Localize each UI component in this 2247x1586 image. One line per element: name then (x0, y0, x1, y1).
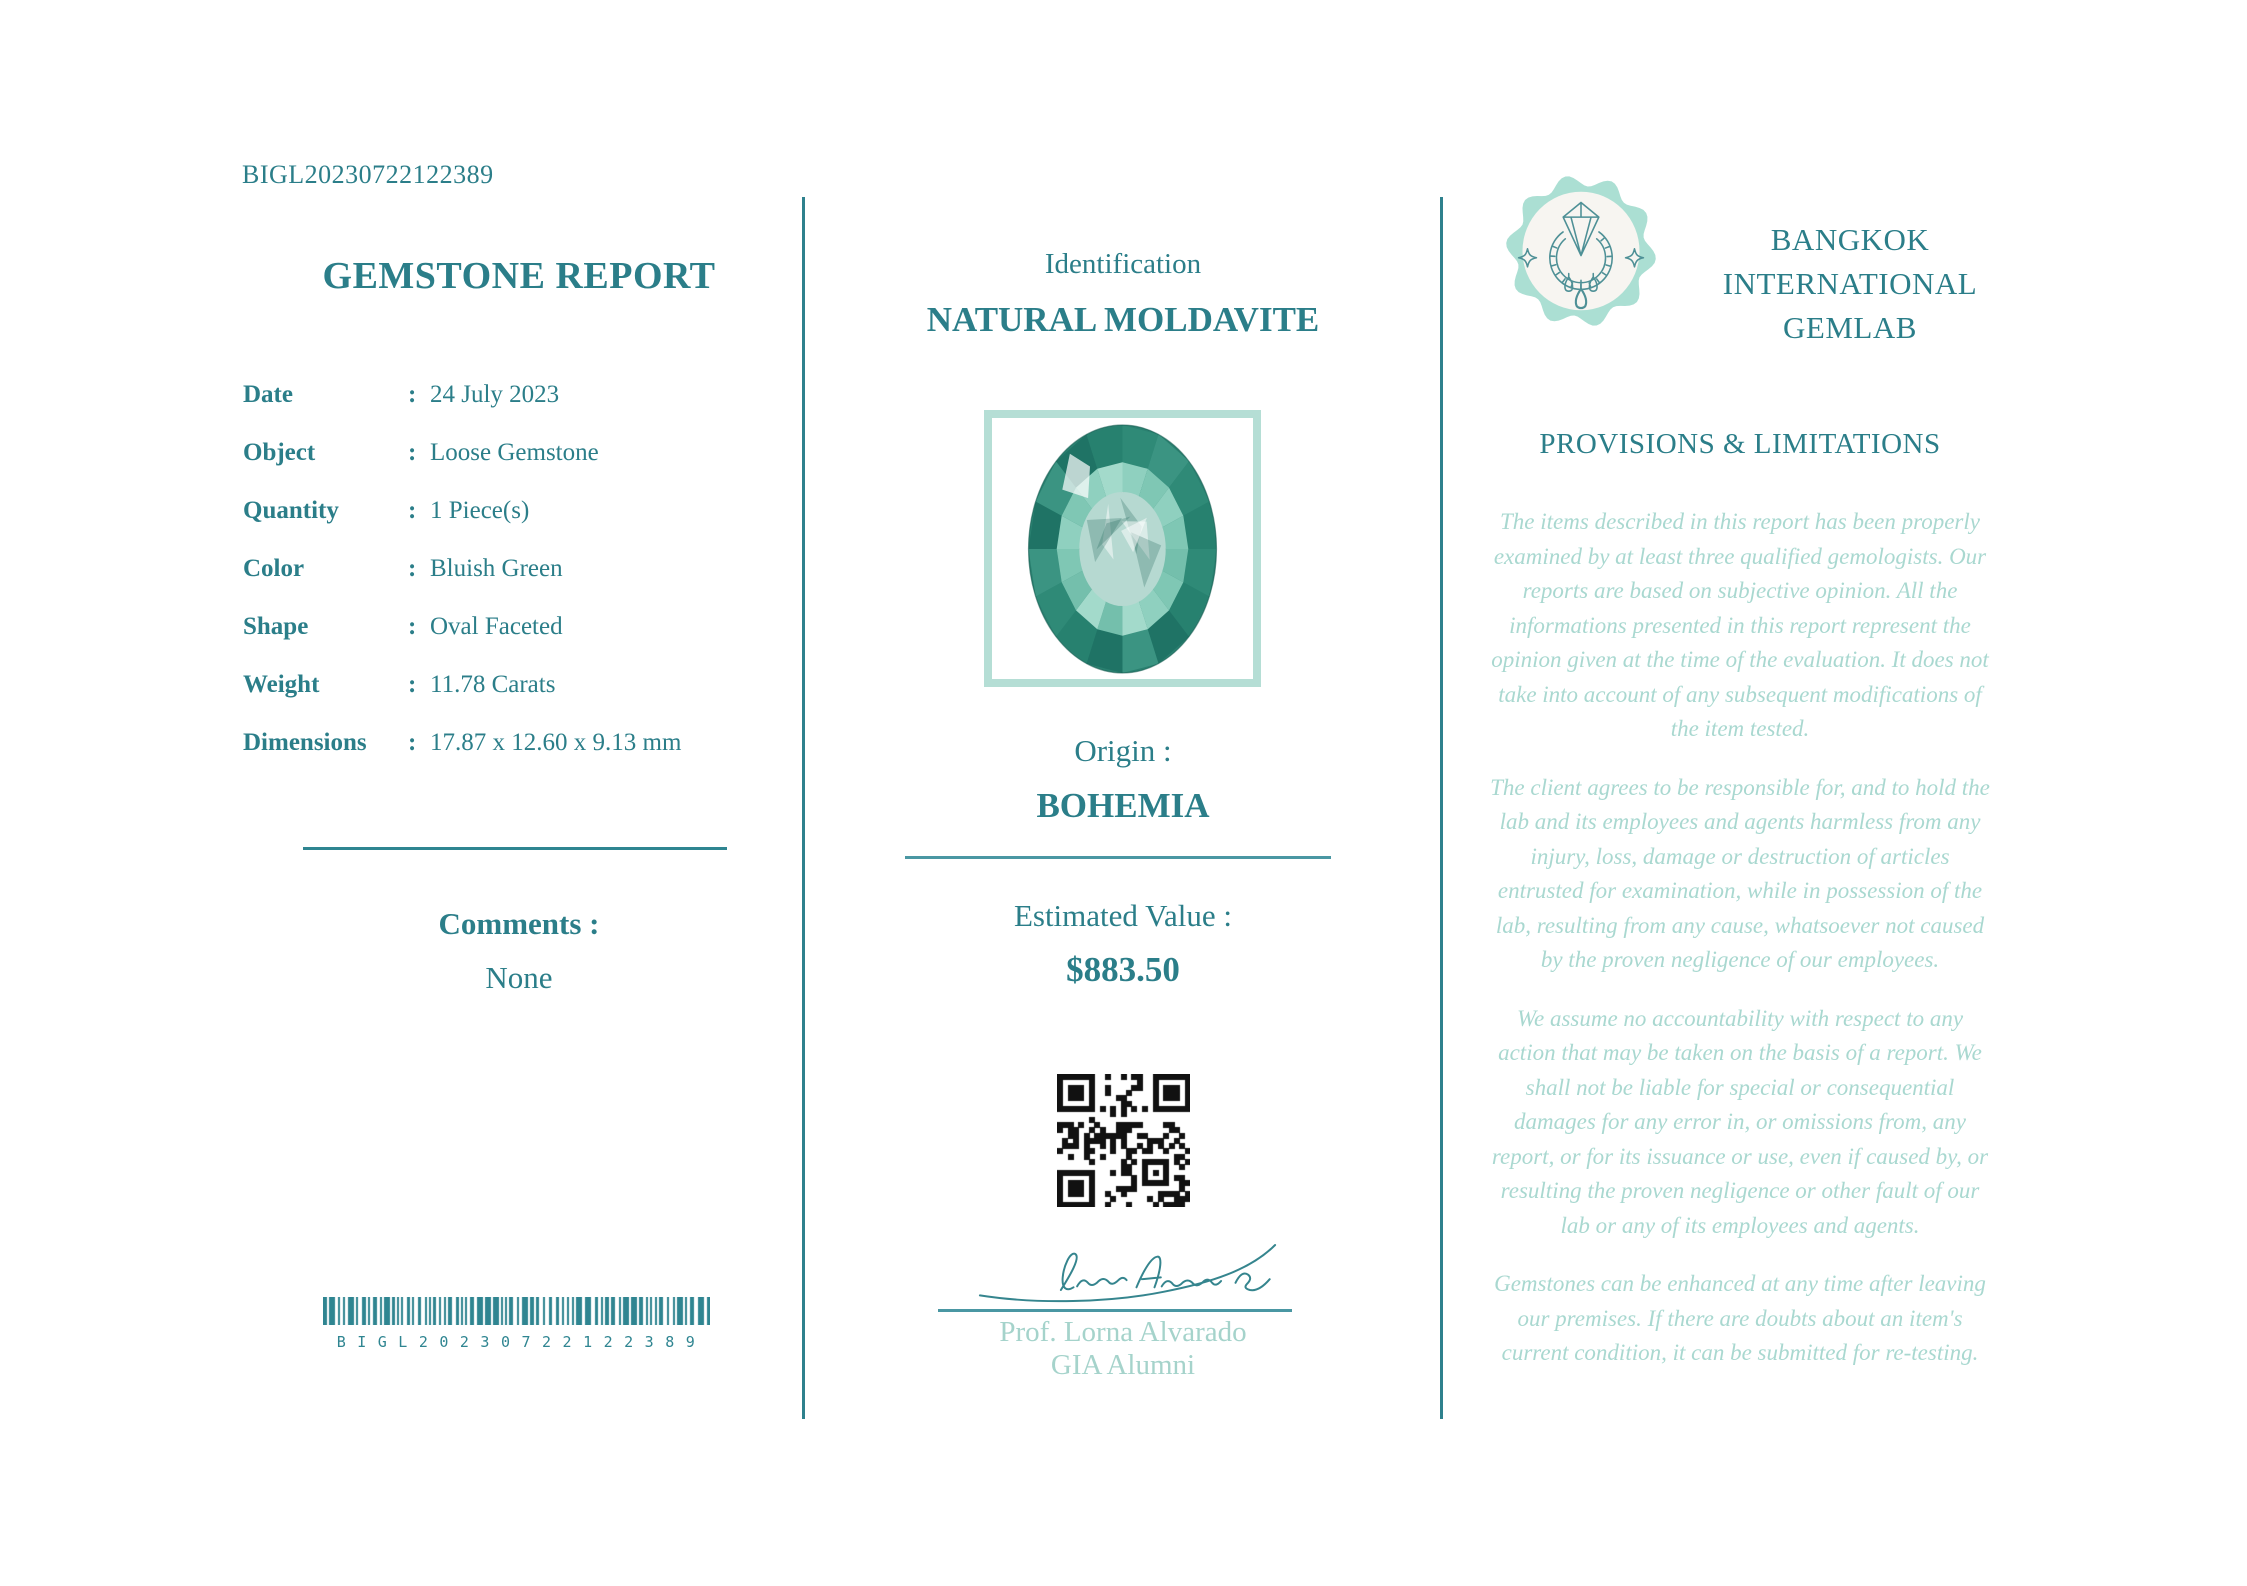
qr-code-matrix (1057, 1074, 1190, 1207)
lab-name: BANGKOK INTERNATIONAL GEMLAB (1722, 222, 1978, 345)
estimated-value-label: Estimated Value : (1013, 898, 1233, 933)
field-label: Color (243, 555, 305, 582)
field-colon: : (408, 729, 417, 756)
field-value: Loose Gemstone (430, 439, 599, 466)
field-label: Shape (243, 613, 309, 640)
field-value: Bluish Green (430, 555, 563, 582)
signatory-credential: GIA Alumni (1050, 1349, 1196, 1381)
field-label: Date (243, 381, 293, 408)
column-divider-left (802, 197, 805, 1419)
table-row (243, 424, 713, 482)
estimated-value-amount: $883.50 (1066, 950, 1180, 989)
table-row (243, 598, 713, 656)
barcode-text: BIGL20230722122389 (336, 1333, 707, 1351)
comments-value: None (485, 960, 553, 995)
column-divider-right (1440, 197, 1443, 1419)
table-row (243, 714, 713, 772)
table-row (243, 540, 713, 598)
field-value: 1 Piece(s) (430, 497, 530, 524)
table-row (243, 656, 713, 714)
report-number: BIGL20230722122389 (242, 160, 494, 189)
barcode (323, 1297, 710, 1351)
field-colon: : (408, 381, 417, 408)
field-colon: : (408, 671, 417, 698)
field-value: 24 July 2023 (430, 381, 560, 408)
table-row (243, 482, 713, 540)
field-value: 17.87 x 12.60 x 9.13 mm (430, 729, 682, 756)
field-label: Weight (243, 671, 320, 698)
provisions-heading: PROVISIONS & LIMITATIONS (1539, 428, 1941, 460)
field-colon: : (408, 497, 417, 524)
gemlab-logo (1503, 172, 1659, 330)
provision-paragraph: The items described in this report has been properly examined by at least three qualified gemologists. Our reports are based on subjective opinion. All the informations presented in this report represent the opinion given at the time of the evaluation. It does not take into account of any subsequent modifications of the item tested. (1491, 509, 1989, 741)
field-label: Object (243, 439, 316, 466)
provision-paragraph: Gemstones can be enhanced at any time after leaving our premises. If there are doubts about an item's current condition, it can be submitted for re-testing. (1494, 1271, 1986, 1365)
signatory-name: Prof. Lorna Alvarado (999, 1316, 1247, 1348)
field-colon: : (408, 439, 417, 466)
field-colon: : (408, 613, 417, 640)
signature-line (938, 1309, 1292, 1312)
field-colon: : (408, 555, 417, 582)
origin-value: BOHEMIA (1036, 786, 1210, 825)
field-value: 11.78 Carats (430, 671, 556, 698)
report-title: GEMSTONE REPORT (322, 255, 716, 297)
qr-code (1057, 1074, 1190, 1207)
left-section-divider (303, 847, 727, 850)
field-label: Quantity (243, 497, 339, 524)
gemstone-photo-frame (984, 410, 1261, 687)
provisions-paragraphs (1490, 505, 1990, 1395)
barcode-bars (323, 1297, 710, 1325)
provision-paragraph: We assume no accountability with respect to any action that may be taken on the basis of a report. We shall not be liable for special or consequential damages for any error in, or omissions from, any report, or for its issuance or use, even if caused by, or resulting the proven negligence or other fault of our lab or any of its employees and agents. (1491, 1005, 1989, 1238)
report-fields-table (243, 366, 713, 772)
field-label: Dimensions (243, 729, 367, 756)
identification-label: Identification (1044, 248, 1202, 280)
provision-paragraph: The client agrees to be responsible for, and to hold the lab and its employees and agents harmless from any injury, loss, damage or destruction of articles entrusted for examination, while in possession of the lab, resulting from any cause, whatsoever not caused by the proven negligence of our employees. (1490, 774, 1990, 972)
identification-value: NATURAL MOLDAVITE (926, 300, 1320, 339)
center-section-divider (905, 856, 1331, 859)
origin-label: Origin : (1074, 733, 1172, 768)
field-value: Oval Faceted (430, 613, 563, 640)
signature-script (960, 1236, 1295, 1308)
table-row (243, 366, 713, 424)
gemstone-photo (992, 418, 1253, 679)
comments-label: Comments : (438, 906, 600, 941)
